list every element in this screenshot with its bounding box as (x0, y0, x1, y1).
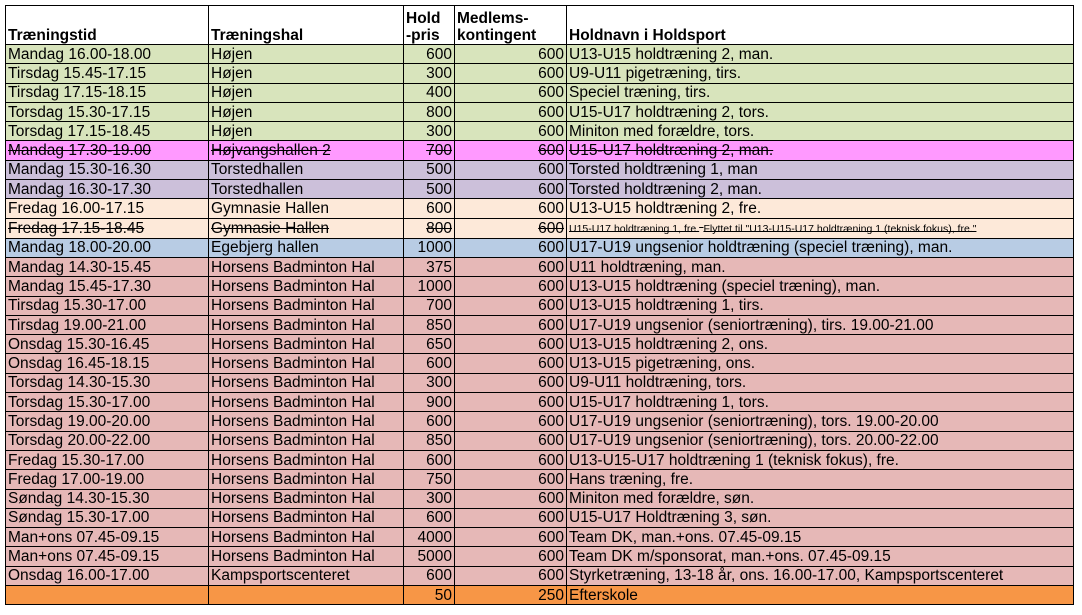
header-team-price-line2: -pris (406, 27, 440, 44)
cell-training-time (6, 586, 209, 605)
cell-membership-fee: 600 (455, 102, 567, 121)
cell-team-price: 800 (404, 102, 455, 121)
cell-membership-fee: 600 (455, 83, 567, 102)
cell-training-hall: Horsens Badminton Hal (209, 257, 404, 276)
cell-team-name: Team DK m/sponsorat, man.+ons. 07.45-09.15 (567, 547, 1074, 566)
header-membership-fee-line1: Medlems- (457, 10, 529, 27)
cell-membership-fee: 600 (455, 315, 567, 334)
cell-team-price: 600 (404, 199, 455, 218)
cell-team-name: Efterskole (567, 586, 1074, 605)
table-row (6, 122, 1074, 141)
cell-team-name: Torsted holdtræning 2, man. (567, 180, 1074, 199)
cell-training-hall: Horsens Badminton Hal (209, 450, 404, 469)
training-schedule-table (5, 5, 1074, 605)
table-row (6, 412, 1074, 431)
table-row (6, 547, 1074, 566)
cell-training-hall: Højen (209, 45, 404, 64)
cell-membership-fee: 600 (455, 373, 567, 392)
table-row (6, 83, 1074, 102)
table-row (6, 218, 1074, 238)
cell-training-time: Torsdag 14.30-15.30 (6, 373, 209, 392)
cell-team-note: Flyttet til "U13-U15-U17 holdtræning 1 (teknisk fokus), fre." (703, 222, 977, 235)
cell-training-time: Fredag 15.30-17.00 (6, 450, 209, 469)
cell-team-price: 900 (404, 393, 455, 412)
table-row (6, 431, 1074, 450)
cell-training-time: Fredag 17.15-18.45 (6, 218, 209, 238)
cell-training-hall: Gymnasie Hallen (209, 199, 404, 218)
table-row (6, 489, 1074, 508)
cell-training-hall: Højen (209, 122, 404, 141)
cell-team-name (567, 218, 1074, 238)
cell-training-hall: Torstedhallen (209, 160, 404, 179)
cell-team-price: 700 (404, 141, 455, 160)
cell-team-price: 650 (404, 335, 455, 354)
cell-training-time: Onsdag 15.30-16.45 (6, 335, 209, 354)
cell-team-name: U13-U15 holdtræning 2, man. (567, 45, 1074, 64)
cell-team-name: U15-U17 holdtræning 2, man. (567, 141, 1074, 160)
cell-team-name: U9-U11 holdtræning, tors. (567, 373, 1074, 392)
cell-team-price: 300 (404, 489, 455, 508)
cell-team-price: 300 (404, 64, 455, 83)
cell-team-price: 600 (404, 45, 455, 64)
cell-membership-fee: 600 (455, 412, 567, 431)
cell-team-price: 1000 (404, 277, 455, 296)
table-row (6, 354, 1074, 373)
cell-membership-fee: 600 (455, 470, 567, 489)
table-row (6, 64, 1074, 83)
cell-membership-fee: 600 (455, 296, 567, 315)
cell-team-name: U11 holdtræning, man. (567, 257, 1074, 276)
table-row (6, 296, 1074, 315)
cell-training-hall: Højen (209, 64, 404, 83)
cell-training-hall: Højvangshallen 2 (209, 141, 404, 160)
cell-team-name: Styrketræning, 13-18 år, ons. 16.00-17.00, Kampsportscenteret (567, 566, 1074, 585)
cell-team-price: 600 (404, 354, 455, 373)
cell-team-name: U15-U17 Holdtræning 3, søn. (567, 508, 1074, 527)
cell-training-time: Mandag 18.00-20.00 (6, 238, 209, 257)
cell-training-hall: Horsens Badminton Hal (209, 354, 404, 373)
cell-team-name: U17-U19 ungsenior (seniortræning), tirs. 19.00-21.00 (567, 315, 1074, 334)
cell-training-hall: Horsens Badminton Hal (209, 431, 404, 450)
cell-team-name: U13-U15 holdtræning 2, ons. (567, 335, 1074, 354)
cell-membership-fee: 600 (455, 238, 567, 257)
cell-training-time: Mandag 17.30-19.00 (6, 141, 209, 160)
cell-training-hall: Horsens Badminton Hal (209, 528, 404, 547)
cell-training-time: Torsdag 15.30-17.15 (6, 102, 209, 121)
cell-training-time: Mandag 15.30-16.30 (6, 160, 209, 179)
cell-training-hall: Gymnasie Hallen (209, 218, 404, 238)
cell-team-price: 700 (404, 296, 455, 315)
cell-training-time: Man+ons 07.45-09.15 (6, 528, 209, 547)
cell-training-hall: Horsens Badminton Hal (209, 412, 404, 431)
cell-team-name-struck: U15-U17 holdtræning 1, fre. (569, 222, 700, 235)
header-team-price (404, 6, 455, 45)
cell-team-price: 4000 (404, 528, 455, 547)
cell-team-price: 750 (404, 470, 455, 489)
cell-membership-fee: 600 (455, 257, 567, 276)
cell-team-price: 600 (404, 412, 455, 431)
header-training-hall: Træningshal (209, 6, 404, 45)
table-row (6, 566, 1074, 585)
cell-training-time: Mandag 15.45-17.30 (6, 277, 209, 296)
cell-training-hall: Horsens Badminton Hal (209, 373, 404, 392)
cell-team-price: 400 (404, 83, 455, 102)
cell-training-time: Torsdag 19.00-20.00 (6, 412, 209, 431)
cell-training-time: Torsdag 15.30-17.00 (6, 393, 209, 412)
cell-training-hall: Horsens Badminton Hal (209, 470, 404, 489)
cell-membership-fee: 600 (455, 45, 567, 64)
cell-training-hall: Horsens Badminton Hal (209, 277, 404, 296)
cell-membership-fee: 600 (455, 528, 567, 547)
cell-team-name: Miniton med forældre, søn. (567, 489, 1074, 508)
cell-team-price: 300 (404, 122, 455, 141)
table-row (6, 102, 1074, 121)
table-body (6, 45, 1074, 605)
cell-training-time: Fredag 16.00-17.15 (6, 199, 209, 218)
cell-team-price: 600 (404, 566, 455, 585)
cell-team-price: 600 (404, 508, 455, 527)
cell-membership-fee: 600 (455, 199, 567, 218)
cell-training-time: Tirsdag 17.15-18.15 (6, 83, 209, 102)
cell-membership-fee: 600 (455, 160, 567, 179)
cell-training-time: Tirsdag 15.45-17.15 (6, 64, 209, 83)
cell-training-hall: Horsens Badminton Hal (209, 296, 404, 315)
cell-training-time: Mandag 14.30-15.45 (6, 257, 209, 276)
cell-membership-fee: 600 (455, 547, 567, 566)
cell-training-time: Onsdag 16.00-17.00 (6, 566, 209, 585)
cell-training-time: Man+ons 07.45-09.15 (6, 547, 209, 566)
cell-team-price: 500 (404, 160, 455, 179)
cell-team-name: U13-U15 holdtræning 2, fre. (567, 199, 1074, 218)
cell-membership-fee: 600 (455, 218, 567, 238)
cell-team-price: 300 (404, 373, 455, 392)
cell-team-name: Team DK, man.+ons. 07.45-09.15 (567, 528, 1074, 547)
cell-training-hall (209, 586, 404, 605)
cell-training-time: Søndag 14.30-15.30 (6, 489, 209, 508)
table-row (6, 277, 1074, 296)
cell-team-name: U13-U15-U17 holdtræning 1 (teknisk fokus), fre. (567, 450, 1074, 469)
cell-team-name: U13-U15 holdtræning 1, tirs. (567, 296, 1074, 315)
table-row (6, 238, 1074, 257)
cell-team-price: 800 (404, 218, 455, 238)
table-row (6, 586, 1074, 605)
cell-membership-fee: 600 (455, 335, 567, 354)
cell-team-price: 375 (404, 257, 455, 276)
cell-training-hall: Horsens Badminton Hal (209, 393, 404, 412)
cell-training-time: Tirsdag 19.00-21.00 (6, 315, 209, 334)
cell-team-price: 500 (404, 180, 455, 199)
table-row (6, 141, 1074, 160)
cell-training-hall: Egebjerg hallen (209, 238, 404, 257)
cell-team-name: U13-U15 holdtræning (speciel træning), man. (567, 277, 1074, 296)
cell-team-name: Torsted holdtræning 1, man (567, 160, 1074, 179)
cell-training-time: Mandag 16.30-17.30 (6, 180, 209, 199)
table-row (6, 528, 1074, 547)
cell-training-hall: Kampsportscenteret (209, 566, 404, 585)
cell-training-time: Søndag 15.30-17.00 (6, 508, 209, 527)
cell-training-time: Torsdag 20.00-22.00 (6, 431, 209, 450)
cell-team-name: Hans træning, fre. (567, 470, 1074, 489)
cell-membership-fee: 600 (455, 393, 567, 412)
header-team-name: Holdnavn i Holdsport (567, 6, 1074, 45)
table-row (6, 373, 1074, 392)
table-row (6, 180, 1074, 199)
cell-team-price: 850 (404, 431, 455, 450)
table-row (6, 450, 1074, 469)
cell-membership-fee: 600 (455, 566, 567, 585)
table-row (6, 393, 1074, 412)
cell-team-name: U15-U17 holdtræning 2, tors. (567, 102, 1074, 121)
cell-team-name: U15-U17 holdtræning 1, tors. (567, 393, 1074, 412)
cell-membership-fee: 600 (455, 489, 567, 508)
cell-training-hall: Horsens Badminton Hal (209, 315, 404, 334)
header-membership-fee (455, 6, 567, 45)
table-row (6, 470, 1074, 489)
cell-training-time: Fredag 17.00-19.00 (6, 470, 209, 489)
table-row (6, 199, 1074, 218)
cell-team-name: U17-U19 ungsenior holdtræning (speciel træning), man. (567, 238, 1074, 257)
table-row (6, 335, 1074, 354)
table-row (6, 315, 1074, 334)
cell-team-price: 600 (404, 450, 455, 469)
cell-membership-fee: 600 (455, 431, 567, 450)
cell-team-name: U17-U19 ungsenior (seniortræning), tors. 20.00-22.00 (567, 431, 1074, 450)
header-membership-fee-line2: kontingent (457, 27, 537, 44)
cell-training-hall: Højen (209, 83, 404, 102)
cell-membership-fee: 600 (455, 354, 567, 373)
cell-team-price: 1000 (404, 238, 455, 257)
cell-membership-fee: 600 (455, 122, 567, 141)
cell-team-name: U13-U15 pigetræning, ons. (567, 354, 1074, 373)
table-row (6, 508, 1074, 527)
cell-team-price: 5000 (404, 547, 455, 566)
cell-membership-fee: 600 (455, 277, 567, 296)
header-row (6, 6, 1074, 45)
cell-training-time: Mandag 16.00-18.00 (6, 45, 209, 64)
table-row (6, 160, 1074, 179)
cell-training-hall: Horsens Badminton Hal (209, 335, 404, 354)
cell-training-hall: Horsens Badminton Hal (209, 547, 404, 566)
table-row (6, 45, 1074, 64)
cell-membership-fee: 250 (455, 586, 567, 605)
table-row (6, 257, 1074, 276)
cell-team-name: U17-U19 ungsenior (seniortræning), tors. 19.00-20.00 (567, 412, 1074, 431)
cell-team-price: 850 (404, 315, 455, 334)
cell-membership-fee: 600 (455, 450, 567, 469)
cell-training-time: Onsdag 16.45-18.15 (6, 354, 209, 373)
cell-training-hall: Torstedhallen (209, 180, 404, 199)
cell-membership-fee: 600 (455, 180, 567, 199)
cell-team-name: U9-U11 pigetræning, tirs. (567, 64, 1074, 83)
cell-training-time: Torsdag 17.15-18.45 (6, 122, 209, 141)
cell-training-hall: Horsens Badminton Hal (209, 508, 404, 527)
cell-training-hall: Højen (209, 102, 404, 121)
header-team-price-line1: Hold (406, 10, 441, 27)
cell-membership-fee: 600 (455, 64, 567, 83)
cell-training-hall: Horsens Badminton Hal (209, 489, 404, 508)
cell-membership-fee: 600 (455, 141, 567, 160)
cell-team-name: Speciel træning, tirs. (567, 83, 1074, 102)
cell-team-price: 50 (404, 586, 455, 605)
header-training-time: Træningstid (6, 6, 209, 45)
cell-membership-fee: 600 (455, 508, 567, 527)
cell-team-name: Miniton med forældre, tors. (567, 122, 1074, 141)
cell-training-time: Tirsdag 15.30-17.00 (6, 296, 209, 315)
